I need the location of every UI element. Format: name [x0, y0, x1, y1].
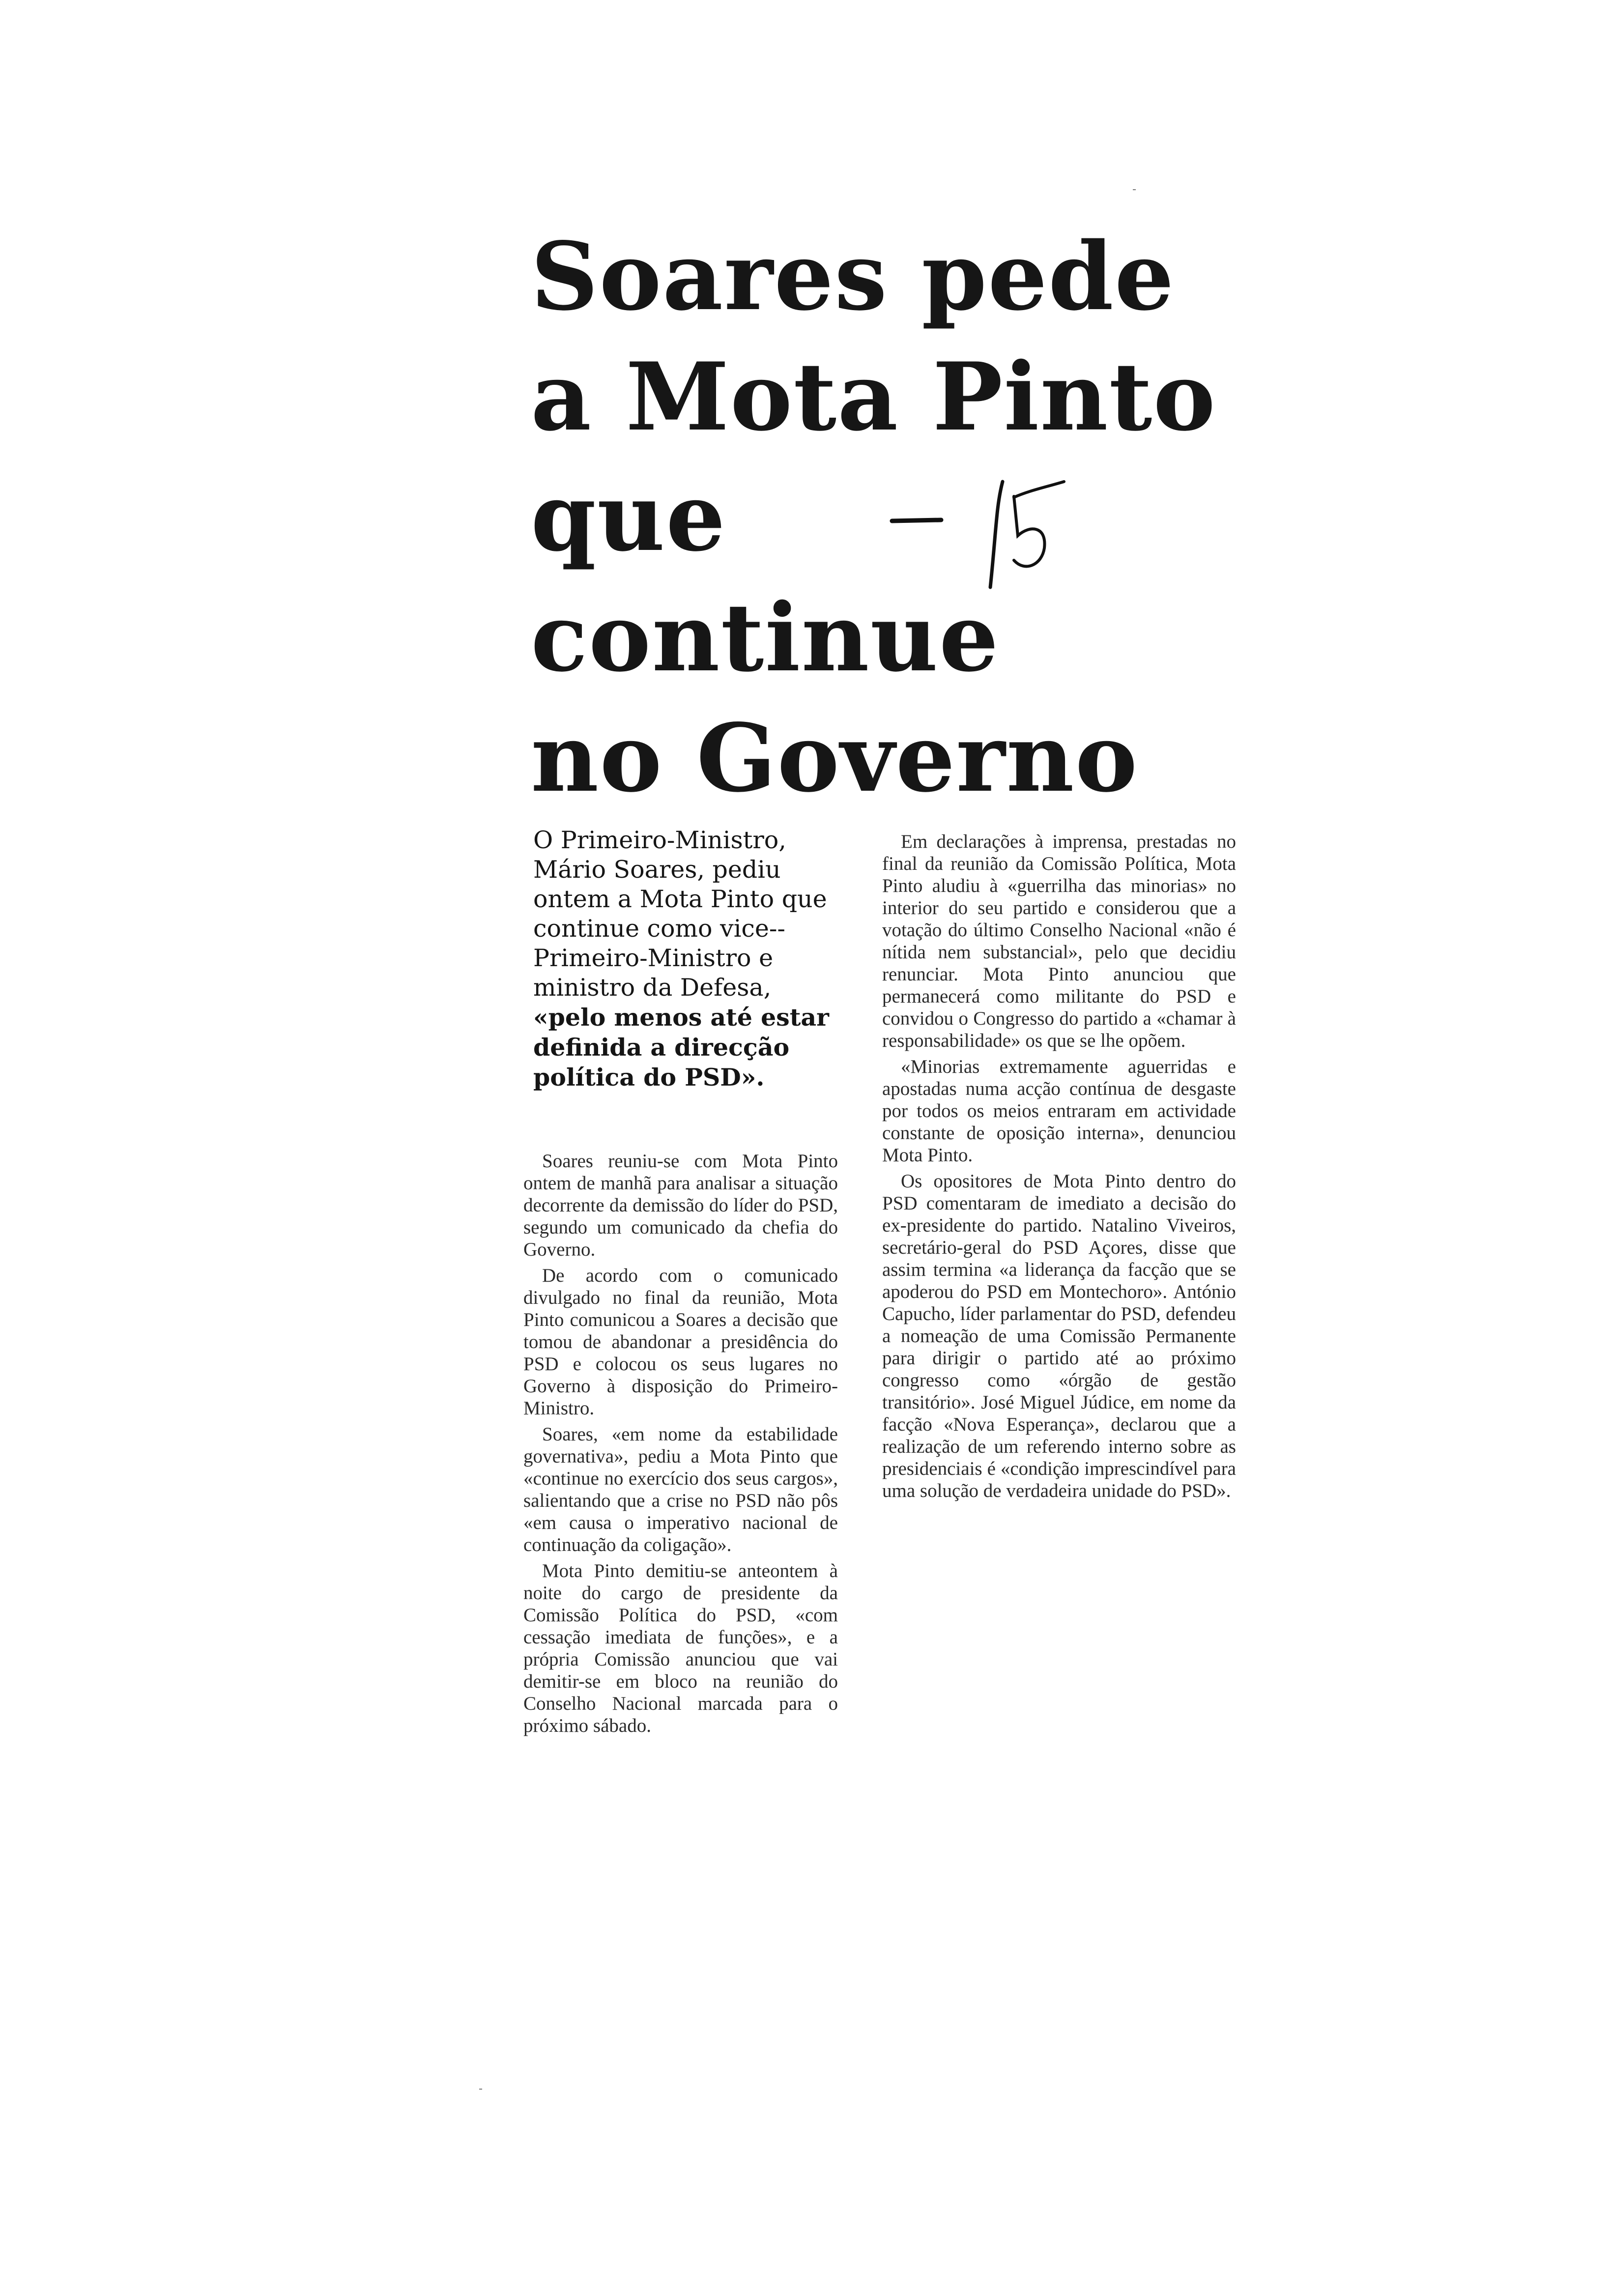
- headline-line: no Governo: [531, 703, 1139, 813]
- lead-quote: «pelo menos até estar definida a direcção política do PSD».: [533, 1003, 829, 1091]
- scan-speck: [1133, 189, 1136, 190]
- article-paragraph: Em declarações à imprensa, prestadas no final da reunião da Comissão Política, Mota Pinto aludiu à «guerrilha das minorias» no interior do seu partido e considerou que a votação do último Conselho Nacional «não é nítida nem substancial», pelo que decidiu renunciar. Mota Pinto anunciou que permanecerá como militante do PSD e convidou o Congresso do partido a «chamar à responsabilidade» os que se lhe opõem.: [882, 831, 1236, 1051]
- handwritten-page-mark: [882, 462, 1108, 600]
- headline-line: que: [531, 462, 726, 572]
- lead-paragraph: [533, 826, 848, 1092]
- headline-line: Soares pede: [531, 222, 1175, 331]
- headline: [531, 216, 1219, 818]
- article-paragraph: Os opositores de Mota Pinto dentro do PSD comentaram de imediato a decisão do ex-presidente do partido. Natalino Viveiros, secretário-geral do PSD Açores, disse que assim termina «a liderança da facção que se apoderou do PSD em Montechoro». António Capucho, líder parlamentar do PSD, defendeu a nomeação de uma Comissão Permanente para dirigir o partido até ao próximo congresso como «órgão de gestão transitório». José Miguel Júdice, em nome da facção «Nova Esperança», declarou que a realização de um referendo interno sobre as presidenciais é «condição imprescindível para uma solução de verdadeira unidade do PSD».: [882, 1171, 1236, 1501]
- scan-speck: [479, 2089, 482, 2090]
- article-paragraph: Soares reuniu-se com Mota Pinto ontem de manhã para analisar a situação decorrente da demissão do líder do PSD, segundo um comunicado da chefia do Governo.: [523, 1150, 838, 1260]
- headline-line: continue: [531, 583, 1000, 692]
- article-column-right: [882, 831, 1236, 1506]
- article-paragraph: Soares, «em nome da estabilidade governativa», pediu a Mota Pinto que «continue no exercício dos seus cargos», salientando que a crise no PSD não pôs «em causa o imperativo nacional de continuação da coligação».: [523, 1424, 838, 1555]
- article-column-left: [523, 1150, 838, 1741]
- headline-line: a Mota Pinto: [531, 342, 1217, 452]
- article-paragraph: De acordo com o comunicado divulgado no final da reunião, Mota Pinto comunicou a Soares a decisão que tomou de abandonar a presidência do PSD e colocou os seus lugares no Governo à disposição do Primeiro-Ministro.: [523, 1265, 838, 1419]
- article-paragraph: Mota Pinto demitiu-se anteontem à noite do cargo de presidente da Comissão Política do PSD, «com cessação imediata de funções», e a própria Comissão anunciou que vai demitir-se em bloco na reunião do Conselho Nacional marcada para o próximo sábado.: [523, 1560, 838, 1736]
- lead-text: O Primeiro-Ministro, Mário Soares, pediu ontem a Mota Pinto que continue como vice--Primeiro-Ministro e ministro da Defesa,: [533, 826, 827, 1002]
- article-paragraph: «Minorias extremamente aguerridas e apostadas numa acção contínua de desgaste por todos os meios entraram em actividade constante de oposição interna», denunciou Mota Pinto.: [882, 1056, 1236, 1166]
